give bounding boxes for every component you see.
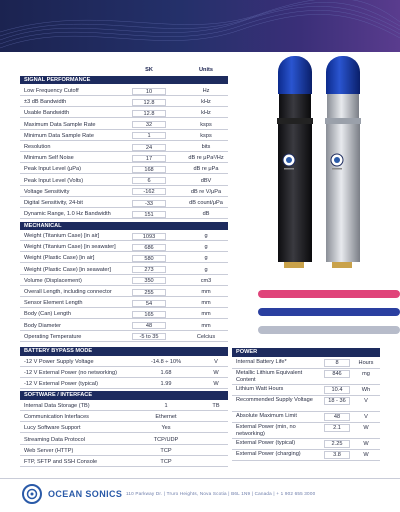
table-row: [20, 86, 228, 96]
model-column-header: SK: [145, 67, 153, 73]
blue-stripe-decoration: [258, 308, 400, 316]
row-unit: V: [214, 359, 218, 365]
row-label: Communication Interfaces: [24, 414, 89, 421]
row-unit: kHz: [201, 110, 211, 117]
row-label: External Power (min, no networking): [236, 424, 296, 437]
table-row: [20, 209, 228, 219]
row-value: 168: [132, 166, 166, 173]
section-mechanical: MECHANICAL: [20, 222, 228, 230]
row-value: 10: [132, 88, 166, 95]
row-label: Weight (Titanium Case) [in seawater]: [24, 244, 116, 251]
table-row: [20, 423, 228, 433]
row-unit: V: [364, 398, 368, 404]
table-row: [20, 231, 228, 241]
table-row: [20, 446, 228, 456]
row-unit: dB re V/μPa: [190, 188, 222, 195]
row-value: 255: [132, 289, 166, 296]
table-row: [232, 412, 380, 423]
gray-stripe-decoration: [258, 326, 400, 334]
row-value: 48: [324, 413, 350, 421]
row-unit: W: [363, 425, 369, 431]
header-banner: [0, 0, 400, 52]
table-row: [232, 439, 380, 450]
row-unit: Celcius: [196, 333, 216, 340]
table-row: [20, 97, 228, 107]
pink-stripe-decoration: [258, 290, 400, 298]
row-unit: kHz: [201, 99, 211, 106]
row-label: Peak Input Level (Volts): [24, 177, 84, 184]
table-row: [20, 298, 228, 308]
table-row: [232, 450, 380, 461]
row-label: External Power (typical): [236, 440, 296, 446]
row-value: -14.8 ÷ 10%: [150, 359, 182, 365]
row-value: 1.68: [160, 370, 172, 377]
row-label: Web Server (HTTP): [24, 447, 74, 454]
row-unit: g: [204, 244, 208, 251]
row-value: 350: [132, 277, 166, 284]
table-row: [20, 412, 228, 422]
footer-address: 110 Parkway Dr. | Truro Heights, Nova Scotia | B6L 1N9 | Canada | + 1 902 655 3000: [126, 491, 316, 496]
row-value: -33: [132, 200, 166, 207]
row-label: Sensor Element Length: [24, 300, 83, 307]
row-label: Weight (Plastic Case) [in seawater]: [24, 266, 111, 273]
row-unit: Hz: [202, 88, 210, 94]
row-label: Body Diameter: [24, 322, 61, 329]
table-row: [20, 164, 228, 174]
row-unit: TB: [212, 403, 220, 409]
row-value: 12.8: [132, 110, 166, 117]
row-label: Minimum Self Noise: [24, 155, 74, 162]
table-row: [20, 242, 228, 252]
footer-divider: [0, 478, 400, 479]
row-label: Recommended Supply Voltage: [236, 397, 313, 403]
row-unit: W: [363, 441, 369, 447]
row-value: 54: [132, 300, 166, 307]
row-label: Maximum Data Sample Rate: [24, 121, 96, 128]
row-label: -12 V External Power (typical): [24, 381, 98, 388]
row-label: Resolution: [24, 144, 51, 150]
row-unit: g: [204, 255, 208, 262]
wave-lines-decoration: [0, 0, 400, 52]
row-label: Metallic Lithium Equivalent Content: [236, 370, 303, 383]
row-value: 6: [132, 177, 166, 184]
row-unit: cm3: [200, 277, 212, 284]
table-row: [20, 187, 228, 197]
row-unit: mg: [362, 371, 370, 377]
row-value: 846: [324, 370, 350, 378]
row-label: -12 V Power Supply Voltage: [24, 359, 94, 365]
row-value: 1.99: [160, 381, 172, 388]
row-label: Weight (Titanium Case) [in air]: [24, 233, 100, 239]
table-row: [232, 423, 380, 439]
row-value: 165: [132, 311, 166, 318]
row-value: 12.8: [132, 99, 166, 106]
row-label: Internal Battery Life*: [236, 359, 287, 365]
row-label: Body (Can) Length: [24, 311, 71, 318]
table-row: [20, 401, 228, 411]
row-label: Lucy Software Support: [24, 425, 81, 432]
table-row: [20, 435, 228, 445]
row-label: Peak Input Level (μPa): [24, 166, 82, 173]
row-label: Weight (Plastic Case) [in air]: [24, 255, 95, 262]
table-row: [20, 309, 228, 319]
row-label: Absolute Maximum Limit: [236, 413, 297, 419]
section-battery-bypass: BATTERY BYPASS MODE: [20, 347, 228, 356]
table-row: [20, 142, 228, 152]
section-power: POWER: [232, 348, 380, 357]
table-row: [20, 379, 228, 389]
connector-pins-decoration: [262, 262, 382, 272]
row-unit: Wh: [361, 387, 371, 393]
row-value: 32: [132, 121, 166, 128]
table-row: [20, 332, 228, 342]
row-label: Overall Length, including connector: [24, 289, 112, 295]
table-row: [20, 265, 228, 275]
row-value: 18 - 36: [324, 397, 350, 405]
table-row: [20, 321, 228, 331]
row-unit: dB: [202, 211, 210, 218]
row-value: 10.4: [324, 386, 350, 394]
row-value: 151: [132, 211, 166, 218]
row-label: Operating Temperature: [24, 333, 82, 340]
table-row: [20, 108, 228, 118]
row-unit: mm: [201, 300, 211, 307]
row-label: Usable Bandwidth: [24, 110, 70, 117]
row-label: Minimum Data Sample Rate: [24, 132, 94, 139]
row-unit: g: [204, 266, 208, 273]
section-software-interface: SOFTWARE / INTERFACE: [20, 391, 228, 400]
table-row: [20, 287, 228, 297]
row-label: FTP, SFTP and SSH Console: [24, 459, 98, 465]
row-value: 2.1: [324, 424, 350, 432]
row-label: Streaming Data Protocol: [24, 436, 85, 443]
table-row: [20, 198, 228, 208]
row-value: 580: [132, 255, 166, 262]
row-unit: W: [213, 370, 219, 377]
table-row: [20, 120, 228, 130]
row-value: Yes: [161, 425, 171, 432]
table-row: [232, 385, 380, 396]
row-unit: Hours: [358, 360, 374, 366]
units-column-header: Units: [199, 67, 213, 73]
row-value: 686: [132, 244, 166, 251]
table-row: [20, 276, 228, 286]
row-value: 1: [132, 132, 166, 139]
row-label: Digital Sensitivity, 24-bit: [24, 200, 83, 206]
row-value: 48: [132, 322, 166, 329]
row-value: 24: [132, 144, 166, 151]
table-row: [232, 396, 380, 412]
row-label: Dynamic Range, 1.0 Hz Bandwidth: [24, 211, 111, 218]
row-label: Lithium Watt Hours: [236, 386, 284, 392]
row-label: Internal Data Storage (TB): [24, 403, 90, 409]
row-label: Voltage Sensitivity: [24, 188, 70, 195]
table-row: [20, 176, 228, 186]
row-unit: dB re μPa: [193, 166, 219, 173]
row-unit: ksps: [200, 121, 212, 128]
row-label: Low Frequency Cutoff: [24, 88, 79, 94]
row-value: TCP: [160, 459, 172, 465]
row-label: Volume (Displacement): [24, 277, 82, 284]
row-unit: mm: [201, 289, 211, 295]
row-value: 273: [132, 266, 166, 273]
row-value: TCP/UDP: [153, 436, 179, 443]
section-signal-performance: SIGNAL PERFORMANCE: [20, 76, 228, 84]
row-unit: dB count/μPa: [189, 200, 223, 206]
row-unit: ksps: [200, 132, 212, 139]
row-unit: W: [363, 452, 369, 458]
table-row: [20, 457, 228, 467]
row-unit: g: [204, 233, 208, 239]
row-value: 1: [164, 403, 168, 409]
table-row: [20, 153, 228, 163]
row-unit: V: [364, 414, 368, 420]
row-label: External Power (charging): [236, 451, 301, 457]
row-unit: mm: [201, 322, 211, 329]
row-label: -12 V External Power (no networking): [24, 370, 117, 377]
row-unit: bits: [201, 144, 211, 150]
row-value: 8: [324, 359, 350, 367]
row-unit: dBV: [200, 177, 212, 184]
row-value: 1093: [132, 233, 166, 240]
row-value: 3.8: [324, 451, 350, 459]
row-unit: mm: [201, 311, 211, 318]
ocean-sonics-logo-icon: [22, 484, 44, 504]
row-value: -162: [132, 188, 166, 195]
ocean-sonics-logo: OCEAN SONICS: [48, 489, 123, 499]
row-value: TCP: [160, 447, 172, 454]
row-value: Ethernet: [155, 414, 177, 421]
row-value: 17: [132, 155, 166, 162]
row-value: 2.25: [324, 440, 350, 448]
row-unit: dB re μPa²/Hz: [188, 155, 224, 162]
table-row: [20, 253, 228, 263]
row-unit: W: [213, 381, 219, 388]
table-row: [20, 368, 228, 378]
table-row: [232, 358, 380, 369]
row-label: ±3 dB Bandwidth: [24, 99, 67, 106]
row-value: -5 to 35: [132, 333, 166, 340]
table-row: [20, 357, 228, 367]
table-row: [232, 369, 380, 385]
hydrophone-product-image: [262, 52, 382, 262]
table-row: [20, 131, 228, 141]
